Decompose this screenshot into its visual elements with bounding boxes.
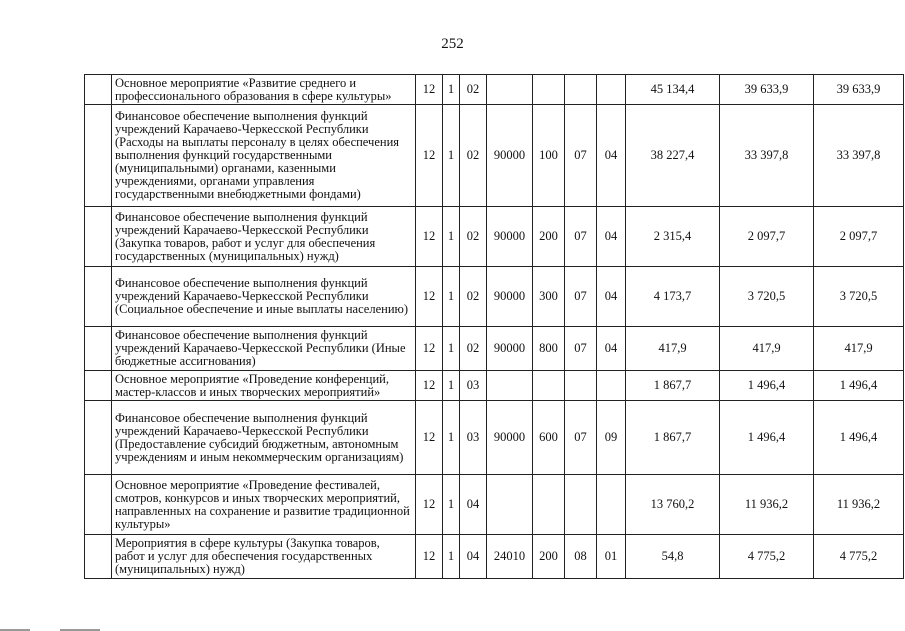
table-row bbox=[85, 207, 904, 267]
row-c5-cell: 200 bbox=[533, 207, 565, 267]
row-c2-cell: 1 bbox=[443, 105, 460, 207]
row-c6-cell: 07 bbox=[565, 401, 597, 475]
row-v3-cell: 39 633,9 bbox=[814, 75, 904, 105]
row-index-cell bbox=[85, 475, 112, 535]
row-c2-cell: 1 bbox=[443, 475, 460, 535]
row-v1-cell: 54,8 bbox=[626, 535, 720, 579]
row-c3-cell: 03 bbox=[460, 401, 487, 475]
row-c5-cell bbox=[533, 75, 565, 105]
row-c7-cell: 01 bbox=[597, 535, 626, 579]
row-c6-cell: 07 bbox=[565, 207, 597, 267]
row-v2-cell: 2 097,7 bbox=[720, 207, 814, 267]
row-v3-cell: 1 496,4 bbox=[814, 401, 904, 475]
row-c1-cell: 12 bbox=[416, 327, 443, 371]
row-c1-cell: 12 bbox=[416, 267, 443, 327]
row-c4-cell: 90000 bbox=[487, 207, 533, 267]
row-v3-cell: 1 496,4 bbox=[814, 371, 904, 401]
row-name-cell: Основное мероприятие «Развитие среднего и профессионального образования в сфере культуры» bbox=[112, 75, 416, 105]
row-c3-cell: 02 bbox=[460, 75, 487, 105]
row-name-cell: Основное мероприятие «Проведение конференций, мастер-классов и иных творческих мероприятий» bbox=[112, 371, 416, 401]
row-c4-cell bbox=[487, 371, 533, 401]
row-c1-cell: 12 bbox=[416, 371, 443, 401]
row-c4-cell: 24010 bbox=[487, 535, 533, 579]
row-c6-cell: 07 bbox=[565, 327, 597, 371]
row-v2-cell: 11 936,2 bbox=[720, 475, 814, 535]
table-row bbox=[85, 327, 904, 371]
row-c6-cell bbox=[565, 371, 597, 401]
row-v3-cell: 11 936,2 bbox=[814, 475, 904, 535]
row-c7-cell: 04 bbox=[597, 207, 626, 267]
row-c4-cell: 90000 bbox=[487, 327, 533, 371]
row-v3-cell: 3 720,5 bbox=[814, 267, 904, 327]
row-v3-cell: 33 397,8 bbox=[814, 105, 904, 207]
row-name-cell: Финансовое обеспечение выполнения функций учреждений Карачаево-Черкесской Республики (Предоставление субсидий бюджетным, автономным учреждениям и иным некоммерческим организациям) bbox=[112, 401, 416, 475]
row-c5-cell bbox=[533, 371, 565, 401]
row-c2-cell: 1 bbox=[443, 327, 460, 371]
row-v2-cell: 33 397,8 bbox=[720, 105, 814, 207]
row-c7-cell: 09 bbox=[597, 401, 626, 475]
row-index-cell bbox=[85, 267, 112, 327]
row-v1-cell: 2 315,4 bbox=[626, 207, 720, 267]
row-c2-cell: 1 bbox=[443, 535, 460, 579]
row-v3-cell: 417,9 bbox=[814, 327, 904, 371]
row-v2-cell: 417,9 bbox=[720, 327, 814, 371]
row-c5-cell: 100 bbox=[533, 105, 565, 207]
row-c3-cell: 02 bbox=[460, 207, 487, 267]
row-c3-cell: 04 bbox=[460, 535, 487, 579]
row-c6-cell: 07 bbox=[565, 105, 597, 207]
row-c3-cell: 02 bbox=[460, 105, 487, 207]
row-c3-cell: 04 bbox=[460, 475, 487, 535]
scan-edge-marks bbox=[0, 625, 905, 631]
row-index-cell bbox=[85, 401, 112, 475]
row-c2-cell: 1 bbox=[443, 207, 460, 267]
row-name-cell: Финансовое обеспечение выполнения функций учреждений Карачаево-Черкесской Республики (Социальное обеспечение и иные выплаты населению) bbox=[112, 267, 416, 327]
row-v1-cell: 38 227,4 bbox=[626, 105, 720, 207]
row-c7-cell: 04 bbox=[597, 105, 626, 207]
table-row bbox=[85, 371, 904, 401]
budget-table bbox=[84, 74, 904, 579]
row-name-cell: Финансовое обеспечение выполнения функций учреждений Карачаево-Черкесской Республики (Иные бюджетные ассигнования) bbox=[112, 327, 416, 371]
row-c7-cell: 04 bbox=[597, 267, 626, 327]
row-c3-cell: 02 bbox=[460, 267, 487, 327]
row-c5-cell: 200 bbox=[533, 535, 565, 579]
row-v3-cell: 4 775,2 bbox=[814, 535, 904, 579]
row-v3-cell: 2 097,7 bbox=[814, 207, 904, 267]
row-v2-cell: 4 775,2 bbox=[720, 535, 814, 579]
row-c2-cell: 1 bbox=[443, 267, 460, 327]
row-c2-cell: 1 bbox=[443, 371, 460, 401]
row-c1-cell: 12 bbox=[416, 475, 443, 535]
row-v2-cell: 3 720,5 bbox=[720, 267, 814, 327]
row-name-cell: Финансовое обеспечение выполнения функций учреждений Карачаево-Черкесской Республики (Расходы на выплаты персоналу в целях обеспечения выполнения функций государственными (муниципальными) органами, казенными учреждениями, органами управления государственными внебюджетными фондами) bbox=[112, 105, 416, 207]
table-row bbox=[85, 475, 904, 535]
row-c7-cell bbox=[597, 371, 626, 401]
row-v2-cell: 1 496,4 bbox=[720, 401, 814, 475]
row-c1-cell: 12 bbox=[416, 75, 443, 105]
row-c1-cell: 12 bbox=[416, 535, 443, 579]
row-c3-cell: 02 bbox=[460, 327, 487, 371]
row-c5-cell bbox=[533, 475, 565, 535]
row-index-cell bbox=[85, 327, 112, 371]
row-c5-cell: 600 bbox=[533, 401, 565, 475]
table-row bbox=[85, 105, 904, 207]
row-v1-cell: 417,9 bbox=[626, 327, 720, 371]
row-v1-cell: 1 867,7 bbox=[626, 371, 720, 401]
row-c5-cell: 800 bbox=[533, 327, 565, 371]
row-index-cell bbox=[85, 371, 112, 401]
row-c4-cell: 90000 bbox=[487, 267, 533, 327]
row-c4-cell bbox=[487, 75, 533, 105]
row-index-cell bbox=[85, 207, 112, 267]
row-index-cell bbox=[85, 75, 112, 105]
row-v2-cell: 1 496,4 bbox=[720, 371, 814, 401]
row-c5-cell: 300 bbox=[533, 267, 565, 327]
row-c6-cell: 08 bbox=[565, 535, 597, 579]
row-c7-cell bbox=[597, 475, 626, 535]
row-name-cell: Мероприятия в сфере культуры (Закупка товаров, работ и услуг для обеспечения государственных (муниципальных) нужд) bbox=[112, 535, 416, 579]
row-c6-cell: 07 bbox=[565, 267, 597, 327]
row-c1-cell: 12 bbox=[416, 401, 443, 475]
row-c1-cell: 12 bbox=[416, 207, 443, 267]
table-row bbox=[85, 75, 904, 105]
table-row bbox=[85, 401, 904, 475]
row-c7-cell: 04 bbox=[597, 327, 626, 371]
row-v1-cell: 45 134,4 bbox=[626, 75, 720, 105]
row-c2-cell: 1 bbox=[443, 75, 460, 105]
row-c6-cell bbox=[565, 475, 597, 535]
row-c2-cell: 1 bbox=[443, 401, 460, 475]
row-c4-cell bbox=[487, 475, 533, 535]
row-name-cell: Финансовое обеспечение выполнения функций учреждений Карачаево-Черкесской Республики (Закупка товаров, работ и услуг для обеспечения государственных (муниципальных) нужд) bbox=[112, 207, 416, 267]
row-c4-cell: 90000 bbox=[487, 105, 533, 207]
row-c3-cell: 03 bbox=[460, 371, 487, 401]
row-name-cell: Основное мероприятие «Проведение фестивалей, смотров, конкурсов и иных творческих мероприятий, направленных на сохранение и развитие традиционной культуры» bbox=[112, 475, 416, 535]
row-c7-cell bbox=[597, 75, 626, 105]
row-v1-cell: 4 173,7 bbox=[626, 267, 720, 327]
table-row bbox=[85, 267, 904, 327]
row-v2-cell: 39 633,9 bbox=[720, 75, 814, 105]
row-index-cell bbox=[85, 535, 112, 579]
row-c6-cell bbox=[565, 75, 597, 105]
row-index-cell bbox=[85, 105, 112, 207]
row-c1-cell: 12 bbox=[416, 105, 443, 207]
page-number: 252 bbox=[441, 36, 464, 52]
row-v1-cell: 1 867,7 bbox=[626, 401, 720, 475]
row-c4-cell: 90000 bbox=[487, 401, 533, 475]
row-v1-cell: 13 760,2 bbox=[626, 475, 720, 535]
table-row bbox=[85, 535, 904, 579]
